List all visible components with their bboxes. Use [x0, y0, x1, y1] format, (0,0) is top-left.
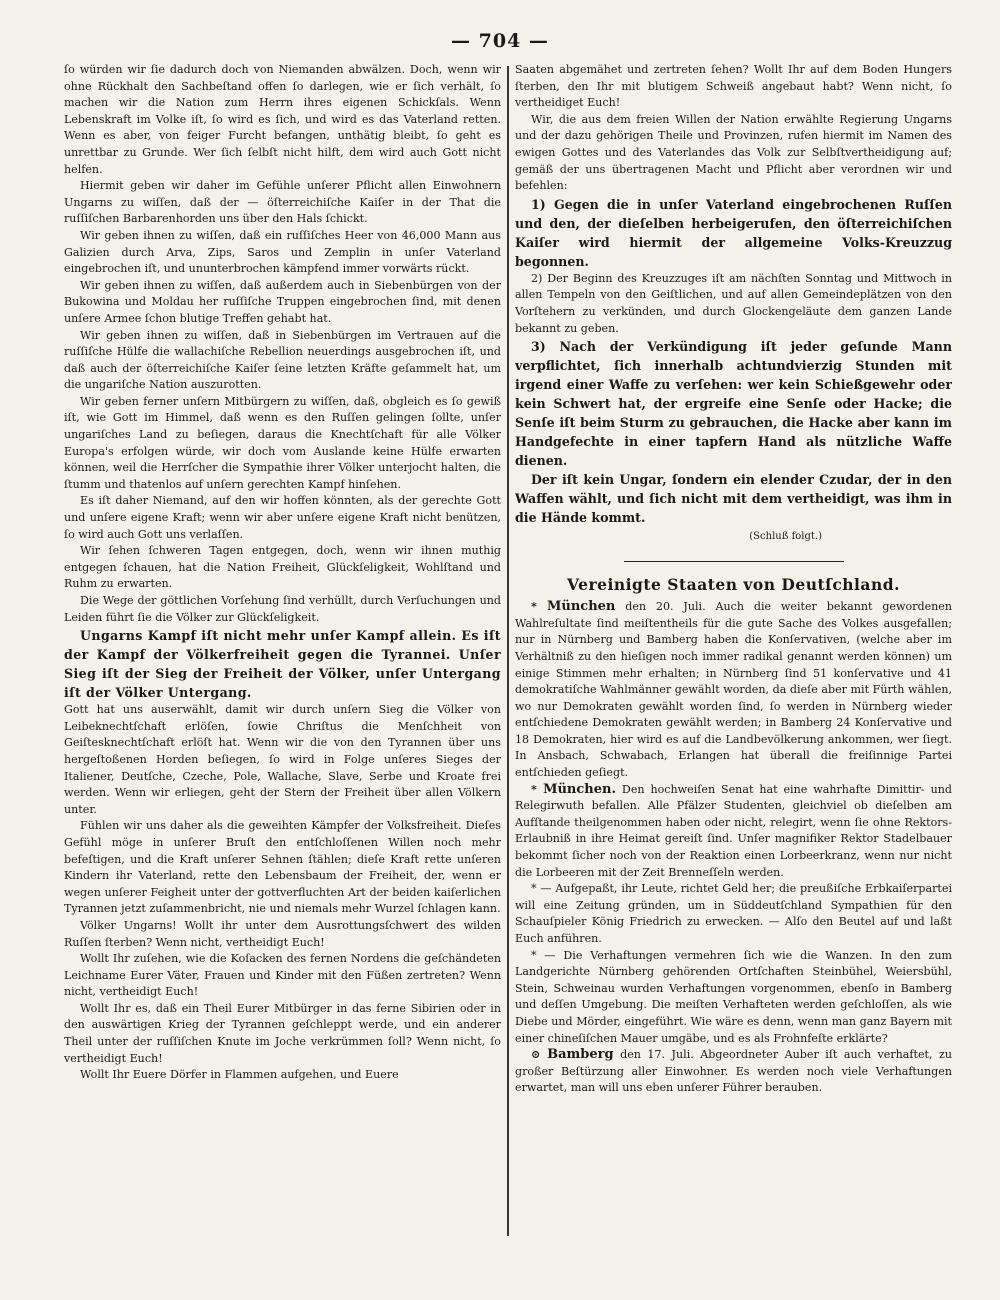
column-divider [507, 66, 509, 1236]
left-paragraph: Es iſt daher Niemand, auf den wir hoffen könnten, als der gerechte Gott und unſere eigene Kraft; wenn wir aber unſere eigene Kraft nicht benützen, ſo wird auch Gott uns verlaſſen. [64, 494, 501, 541]
left-paragraph: Wir geben ihnen zu wiſſen, daß außerdem auch in Siebenbürgen von der Bukowina und Moldau her ruſſiſche Truppen eingebrochen ſind, mit denen unſere Armee ſchon blutige Treffen gehabt hat. [64, 278, 501, 325]
left-paragraph: Völker Ungarns! Wollt ihr unter dem Ausrottungsſchwert des wilden Ruſſen ſterben? Wenn nicht, vertheidigt Euch! [64, 918, 501, 949]
continued-note: (Schluß folgt.) [749, 531, 822, 543]
news-text: * — Die Verhaftungen vermehren ſich wie die Wanzen. In den zum Landgerichte Nürnberg gehörenden Ortſchaften Steinbühel, Weiersbühl, Stein, Schweinau wurden Verhaftungen vorgenommen, ebenſo in Bamberg und deſſen Umgebung. Die meiſten Verhafteten werden geſchloſſen, als wie Diebe und Mörder, eingeführt. Wie wäre es denn, wenn man ganz Bayern mit einer chineſiſchen Mauer umgäbe, und es als Frohnfeſte erklärte? [515, 948, 952, 1045]
decree-item: Der iſt kein Ungar, ſondern ein elender Czudar, der in den Waffen wählt, und ſich nicht mit dem vertheidigt, was ihm in die Hände kommt. [515, 472, 952, 526]
left-paragraph: Wollt Ihr zuſehen, wie die Koſacken des fernen Nordens die geſchändeten Leichname Eurer Väter, Frauen und Kinder mit den Füßen zertreten? Wenn nicht, vertheidigt Euch! [64, 952, 501, 999]
news-marker: * [531, 782, 544, 796]
section-heading: Vereinigte Staaten von Deutſchland. [567, 575, 900, 595]
news-marker: * [531, 600, 547, 614]
left-paragraph: Die Wege der göttlichen Vorſehung ſind verhüllt, durch Verſuchungen und Leiden führt ſie die Völker zur Glückſeligkeit. [64, 594, 501, 624]
news-place: Bamberg [547, 1047, 614, 1063]
decree-item: 1) Gegen die in unſer Vaterland eingebrochenen Ruſſen und den, der dieſelben herbeigerufen, den öſterreichiſchen Kaiſer wird hiermit der allgemeine Volks-Kreuzzug begonnen. [515, 196, 952, 269]
news-item [515, 782, 952, 882]
decree-item: 2) Der Beginn des Kreuzzuges iſt am nächſten Sonntag und Mittwoch in allen Tempeln von den Geiſtlichen, und auf allen Gemeindeplätzen von den Vorſtehern zu verkünden, und durch Glockengeläute dem ganzen Lande bekannt zu geben. [515, 271, 952, 335]
left-paragraph: Wollt Ihr Euere Dörfer in Flammen aufgehen, und Euere [80, 1068, 399, 1082]
proclamation-continuation [515, 62, 952, 195]
decree-list [515, 195, 952, 527]
news-text: * — Aufgepaßt, ihr Leute, richtet Geld her; die preußiſche Erbkaiſerpartei will eine Zeitung gründen, um in Süddeutſchland Sympathien für den Schauſpieler König Friedrich zu erwecken. — Alſo den Beutel auf und laßt Euch anführen. [515, 882, 952, 945]
section-divider [624, 561, 844, 562]
page-number: — 704 — [451, 30, 549, 52]
left-paragraph: Wir geben ihnen zu wiſſen, daß in Siebenbürgen im Vertrauen auf die ruſſiſche Hülfe die wallachiſche Rebellion neuerdings ausgebrochen iſt, und daß auch der öſterreichiſche Kaiſer ſeine letzten Kräfte geſammelt hat, um die ungariſche Nation auszurotten. [64, 328, 501, 392]
news-items [515, 599, 952, 1097]
left-paragraph: Ungarns Kampf iſt nicht mehr unſer Kampf allein. Es iſt der Kampf der Völkerfreiheit gegen die Tyrannei. Unſer Sieg iſt der Sieg der Freiheit der Völker, unſer Untergang iſt der Völker Untergang. [64, 628, 501, 701]
decree-item: 3) Nach der Verkündigung iſt jeder geſunde Mann verpflichtet, ſich innerhalb achtundvierzig Stunden mit irgend einer Waffe zu verſehen: wer kein Schießgewehr oder kein Schwert hat, der ergreife eine Senſe oder Hacke; die Senſe iſt beim Sturm zu gebrauchen, die Hacke aber kann im Handgefechte in einer tapfern Hand als nützliche Waffe dienen. [515, 339, 952, 469]
left-paragraph: Wollt Ihr es, daß ein Theil Eurer Mitbürger in das ferne Sibirien oder in den auswärtigen Krieg der Tyrannen geſchleppt werde, und ein anderer Theil unter der ruſſiſchen Knute im Joche verkrümmen ſoll? Wenn nicht, ſo vertheidigt Euch! [64, 1001, 501, 1065]
news-item [515, 948, 952, 1048]
right-paragraph: Saaten abgemähet und zertreten ſehen? Wollt Ihr auf dem Boden Hungers ſterben, den Ihr mit blutigem Schweiß angebaut habt? Wenn nicht, ſo vertheidiget Euch! [515, 63, 952, 110]
right-column [515, 62, 952, 1262]
news-marker: ⊙ [531, 1048, 548, 1062]
news-item [515, 599, 952, 782]
news-text: den 17. Juli. Abgeordneter Auber iſt auch verhaftet, zu großer Beſtürzung aller Einwohner. Es werden noch viele Verhaftungen erwartet, man will uns eben unſerer Führer berauben. [515, 1048, 952, 1095]
news-place: München [547, 599, 616, 615]
left-column [64, 62, 501, 1262]
news-text: Den hochweiſen Senat hat eine wahrhafte Dimittir- und Relegirwuth befallen. Alle Pfälzer Studenten, gleichviel ob dieſelben am Aufſtande theilgenommen haben oder nicht, relegirt, wenn ſie ohne Rektors-Erlaubniß in ihre Heimat gereiſt ſind. Unſer magnifiker Rektor Stadelbauer bekommt ſicher noch von der Reaktion einen Lorbeerkranz, wenn nur nicht die Lorbeeren mit der Zeit Brenneſſeln werden. [515, 782, 952, 879]
news-item [515, 1047, 952, 1097]
left-paragraph: Gott hat uns auserwählt, damit wir durch unſern Sieg die Völker von Leibeknechtſchaft erlöſen, ſowie Chriſtus die Menſchheit von Geiſtesknechtſchaft erlöſt hat. Wenn wir die von den Tyrannen über uns hergeſtoßenen Horden beſiegen, ſo wird in Folge unſeres Sieges der Italiener, Deutſche, Czeche, Pole, Wallache, Slave, Serbe und Kroate frei werden. Wenn wir erliegen, geht der Stern der Freiheit über allen Völkern unter. [64, 703, 501, 816]
left-paragraph: Fühlen wir uns daher als die geweihten Kämpfer der Volksfreiheit. Dieſes Gefühl möge in unſerer Bruſt den entſchloſſenen Willen noch mehr befeſtigen, und die Kraft unſerer Sehnen ſtählen; dieſe Kraft rette unſeren Kindern ihr Vaterland, rette den Lebensbaum der Freiheit, der, wenn er wegen unſerer Feigheit unter der gottverfluchten Art der beiden kaiſerlichen Tyrannen jetzt zuſammenbricht, nie und niemals mehr Wurzel ſchlagen kann. [64, 819, 501, 916]
left-paragraph: ſo würden wir ſie dadurch doch von Niemanden abwälzen. Doch, wenn wir ohne Rückhalt den Sachbeſtand offen ſo darlegen, wie er ſich verhält, ſo machen wir die Nation zum Herrn ihres eigenen Schickſals. Wenn Lebenskraft im Volke iſt, ſo wird es ſich, und wird es das Vaterland retten. Wenn es aber, von feiger Furcht befangen, unthätig bleibt, ſo geht es unrettbar zu Grunde. Wer ſich ſelbſt nicht hilft, dem wird auch Gott nicht helfen. [64, 63, 501, 176]
news-item [515, 881, 952, 947]
right-paragraph: Wir, die aus dem freien Willen der Nation erwählte Regierung Ungarns und der dazu gehörigen Theile und Provinzen, rufen hiermit im Namen des ewigen Gottes und des Vaterlandes das Volk zur Selbſtvertheidigung auf; gemäß der uns übertragenen Macht und Pflicht aber verordnen wir und befehlen: [515, 112, 952, 193]
left-paragraph: Wir geben ihnen zu wiſſen, daß ein ruſſiſches Heer von 46,000 Mann aus Galizien durch Arva, Zips, Saros und Zemplin in unſer Vaterland eingebrochen iſt, und ununterbrochen kämpfend immer vorwärts rückt. [64, 228, 501, 276]
news-place: München. [543, 781, 616, 797]
news-text: den 20. Juli. Auch die weiter bekannt gewordenen Wahlreſultate ſind meiſtentheils für die gute Sache des Volkes ausgefallen; nur in Nürnberg und Bamberg haben die Konſervativen, (welche aber im Verhältniß zu den hieſigen noch immer radikal genannt werden können) um einige Stimmen mehr erhalten; in Nürnberg ſind 51 konſervative und 41 demokratiſche Wahlmänner gewählt worden, da dieſe aber mit Fürth wählen, wo nur Demokraten gewählt worden ſind, ſo werden in Nürnberg wieder entſchiedene Demokraten gewählt werden; in Bamberg 24 Konſervative und 18 Demokraten, hier wird es auf die Landbevölkerung ankommen, wer ſiegt. In Ansbach, Schwabach, Erlangen hat überall die freiſinnige Partei entſchieden geſiegt. [515, 600, 952, 780]
left-paragraph: Wir ſehen ſchweren Tagen entgegen, doch, wenn wir ihnen muthig entgegen ſchauen, hat die Nation Freiheit, Glückſeligkeit, Wohlſtand und Ruhm zu erwarten. [64, 544, 501, 591]
left-paragraph: Hiermit geben wir daher im Gefühle unſerer Pflicht allen Einwohnern Ungarns zu wiſſen, daß der — öſterreichiſche Kaiſer in der That die ruſſiſchen Barbarenhorden uns über den Hals ſchickt. [64, 179, 501, 226]
text-columns [64, 62, 952, 1262]
left-paragraph: Wir geben ferner unſern Mitbürgern zu wiſſen, daß, obgleich es ſo gewiß iſt, wie Gott im Himmel, daß wenn es den Ruſſen gelingen ſollte, unſer ungariſches Land zu beſiegen, daraus die Knechtſchaft für alle Völker Europa's erfolgen würde, wir doch vom Auslande keine Hülfe erwarten können, weil die Herrſcher die Sympathie ihrer Völker unterjocht halten, die ſtumm und thatenlos auf unſern gerechten Kampf hinſehen. [64, 394, 501, 491]
